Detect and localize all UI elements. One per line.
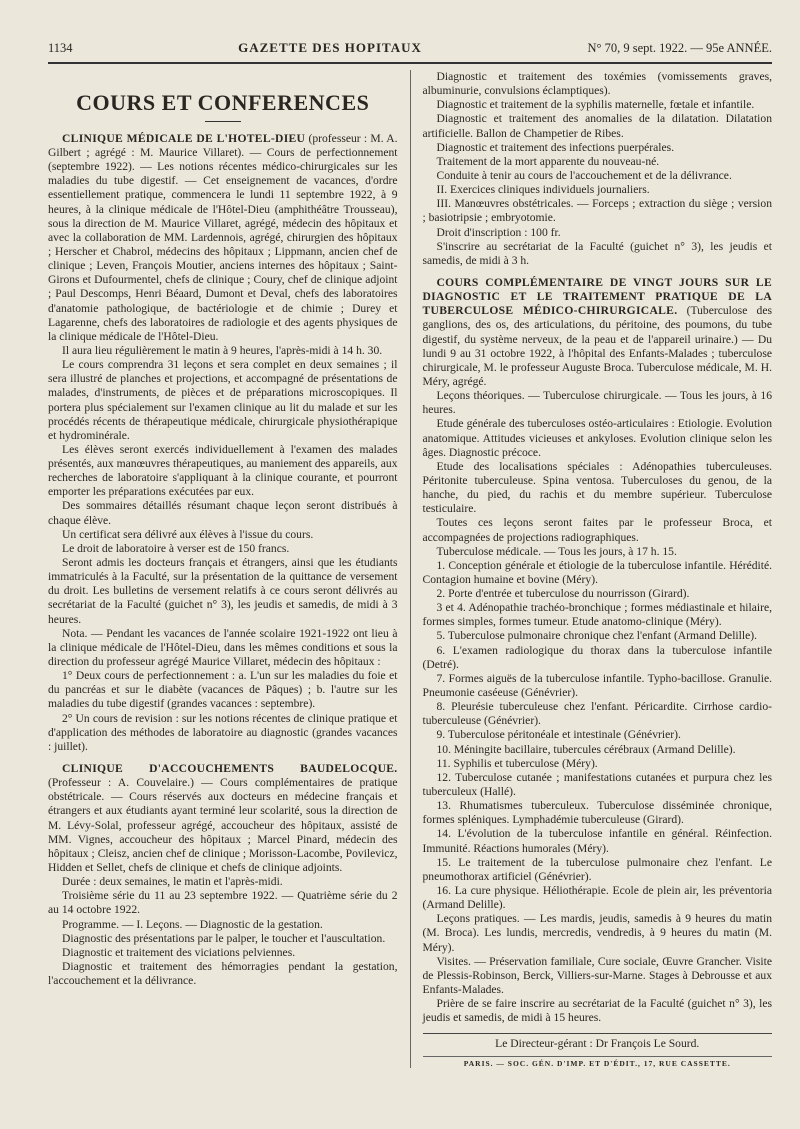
- paragraph: [48, 946, 398, 960]
- paragraph-text: (Professeur : A. Couvelaire.) — Cours complémentaires de pratique obstétricale. — Cours réservés aux docteurs en médecine français et étrangers et aux étudiants ayant terminé leur scolarité, sous la direction de M. Lévy-Solal, professeur agrégé, accoucheur des hôpitaux, assisté de MM. Vignes, accoucheur des hôpitaux ; Marcel Pinard, médecin des hôpitaux ; Cleisz, ancien chef de clinique ; Morisson-Lacombe, Povilevicz, Hidden et Sellet, chefs de clinique et chefs de clinique adjoints.: [48, 776, 398, 874]
- paragraph-text: Il aura lieu régulièrement le matin à 9 heures, l'après-midi à 14 h. 30.: [62, 343, 383, 357]
- paragraph-text: Diagnostic et traitement des hémorragies pendant la gestation, l'accouchement et la délivrance.: [48, 959, 398, 988]
- paragraph: [423, 644, 773, 672]
- paragraph-text: 5. Tuberculose pulmonaire chronique chez l'enfant (Armand Delille).: [436, 629, 757, 643]
- paragraph: [48, 762, 398, 875]
- director-line: Le Directeur-gérant : Dr François Le Sourd.: [423, 1033, 773, 1051]
- paragraph: [423, 70, 773, 98]
- paragraph: [48, 542, 398, 556]
- paragraph: [48, 669, 398, 711]
- paragraph-text: Programme. — I. Leçons. — Diagnostic de la gestation.: [62, 917, 323, 931]
- paragraph: [48, 443, 398, 500]
- paragraph-text: 15. Le traitement de la tuberculose pulmonaire chez l'enfant. Le pneumothorax artificiel (Génévrier).: [422, 855, 772, 883]
- paragraph: [423, 601, 773, 629]
- paragraph-text: Diagnostic et traitement des infections puerpérales.: [436, 140, 675, 154]
- section-gap: [423, 268, 773, 276]
- right-body: [423, 70, 773, 1025]
- paragraph: [423, 771, 773, 799]
- paragraph: [423, 197, 773, 225]
- paragraph-text: Traitement de la mort apparente du nouveau-né.: [436, 154, 660, 168]
- paragraph-text: S'inscrire au secrétariat de la Faculté (guichet n° 3), les jeudis et samedis, de midi à 3 h.: [422, 239, 772, 267]
- paragraph-text: 1. Conception générale et étiologie de la tuberculose infantile. Hérédité. Contagion humaine et bovine (Méry).: [422, 558, 772, 586]
- paragraph: [48, 556, 398, 627]
- paragraph: [48, 960, 398, 988]
- paragraph: [423, 912, 773, 954]
- paragraph: [423, 183, 773, 197]
- paragraph: [423, 757, 773, 771]
- paragraph: [423, 997, 773, 1025]
- paragraph: [48, 499, 398, 527]
- paragraph-text: Diagnostic et traitement des anomalies de la dilatation. Dilatation artificielle. Ballon de Champetier de Ribes.: [422, 112, 772, 140]
- paragraph: [423, 169, 773, 183]
- paragraph: [48, 712, 398, 754]
- paragraph: [423, 856, 773, 884]
- paragraph-text: 9. Tuberculose péritonéale et intestinale (Génévrier).: [436, 728, 681, 742]
- paragraph: [423, 545, 773, 559]
- paragraph-text: Un certificat sera délivré aux élèves à l'issue du cours.: [62, 527, 314, 541]
- paragraph-text: Conduite à tenir au cours de l'accouchement et de la délivrance.: [436, 168, 732, 182]
- paragraph: [423, 417, 773, 459]
- paragraph: [423, 516, 773, 544]
- paragraph: [423, 112, 773, 140]
- paragraph-text: Leçons pratiques. — Les mardis, jeudis, samedis à 9 heures du matin (M. Broca). Les lundis, mercredis, vendredis, à 9 heures du matin (M. Méry).: [422, 912, 772, 954]
- paragraph: [423, 141, 773, 155]
- paragraph-text: III. Manœuvres obstétricales. — Forceps ; extraction du siège ; version ; basiotripsie ; embryotomie.: [422, 197, 772, 225]
- section-lead: CLINIQUE MÉDICALE DE L'HOTEL-DIEU: [62, 131, 306, 145]
- paragraph: [423, 799, 773, 827]
- paragraph: [423, 276, 773, 389]
- paragraph: [423, 700, 773, 728]
- paragraph-text: Diagnostic et traitement des viciations pelviennes.: [62, 945, 296, 959]
- paragraph: [48, 344, 398, 358]
- section-lead: CLINIQUE D'ACCOUCHEMENTS BAUDELOCQUE.: [62, 762, 398, 776]
- paragraph-text: Etude des localisations spéciales : Adénopathies tuberculeuses. Péritonite tuberculeuse. Spina ventosa. Tuberculoses du genou, de la hanche, du pied, du rachis et du membre supérieur. Tuberculose testiculaire.: [422, 459, 772, 516]
- paragraph: [423, 587, 773, 601]
- paragraph-text: Diagnostic et traitement des toxémies (vomissements graves, albuminurie, convulsions éclamptiques).: [422, 70, 772, 98]
- right-column: [423, 70, 773, 1068]
- paragraph-text: Les élèves seront exercés individuellement à l'examen des malades présentés, aux manœuvres thérapeutiques, au maniement des appareils, aux recherches de laboratoire s'appliquant à la clinique courante, et pourront emporter les préparations exécutées par eux.: [48, 442, 398, 499]
- paragraph-text: 14. L'évolution de la tuberculose infantile en général. Réinfection. Immunité. Réactions humorales (Méry).: [422, 827, 772, 855]
- paragraph: [48, 358, 398, 443]
- paragraph-text: Toutes ces leçons seront faites par le professeur Broca, et accompagnées de projections radiographiques.: [422, 516, 772, 544]
- paragraph: [48, 918, 398, 932]
- article-columns: [48, 70, 772, 1068]
- paragraph-text: Durée : deux semaines, le matin et l'après-midi.: [62, 875, 283, 889]
- paragraph-text: II. Exercices cliniques individuels journaliers.: [436, 183, 650, 197]
- paragraph-text: 11. Syphilis et tuberculose (Méry).: [436, 756, 598, 770]
- paragraph: [48, 528, 398, 542]
- paragraph: [423, 559, 773, 587]
- paragraph: [48, 875, 398, 889]
- paragraph-text: Diagnostic des présentations par le palper, le toucher et l'auscultation.: [62, 931, 386, 945]
- paragraph-text: Troisième série du 11 au 23 septembre 1922. — Quatrième série du 2 au 14 octobre 1922.: [48, 889, 398, 917]
- paragraph-text: Diagnostic et traitement de la syphilis maternelle, fœtale et infantile.: [436, 98, 755, 112]
- paragraph: [423, 389, 773, 417]
- paragraph-text: Des sommaires détaillés résumant chaque leçon seront distribués à chaque élève.: [48, 499, 398, 527]
- paragraph-text: Prière de se faire inscrire au secrétariat de la Faculté (guichet n° 3), les jeudis et samedis, de midi à 15 heures.: [422, 997, 772, 1025]
- paragraph-text: 12. Tuberculose cutanée ; manifestations cutanées et purpura chez les tuberculeux (Hallé).: [422, 770, 772, 799]
- paragraph: [48, 627, 398, 669]
- page-number: 1134: [48, 41, 73, 55]
- paragraph-text: Etude générale des tuberculoses ostéo-articulaires : Etiologie. Evolution anatomique. Attitudes vicieuses et ankyloses. Evolution clinique selon les âges. Diagnostic précoce.: [422, 417, 772, 459]
- paragraph: [423, 460, 773, 517]
- paragraph: [423, 728, 773, 742]
- paragraph-text: 8. Pleurésie tuberculeuse chez l'enfant. Péricardite. Cirrhose cardio-tuberculeuse (Génévrier).: [422, 700, 772, 728]
- paragraph: [423, 240, 773, 268]
- paragraph-text: (Tuberculose des ganglions, des os, des articulations, du péritoine, des poumons, du tube digestif, du système nerveux, de la peau et de l'appareil urinaire.) — Du lundi 9 au 31 octobre 1922, à l'hôpital des Enfants-Malades ; tuberculose chirurgicale, M. le professeur Auguste Broca. Tuberculose médicale, M. H. Méry, agrégé.: [422, 304, 772, 388]
- paragraph-text: 2. Porte d'entrée et tuberculose du nourrisson (Girard).: [436, 587, 690, 601]
- paragraph: [423, 155, 773, 169]
- issue-info: N° 70, 9 sept. 1922. — 95e ANNÉE.: [587, 41, 772, 55]
- paragraph: [48, 132, 398, 344]
- paragraph: [423, 98, 773, 112]
- paragraph-text: 2° Un cours de revision : sur les notions récentes de clinique pratique et d'application des méthodes de laboratoire au diagnostic (grandes vacances : juillet).: [48, 711, 398, 753]
- section-lead: COURS COMPLÉMENTAIRE DE VINGT JOURS SUR LE DIAGNOSTIC ET LE TRAITEMENT PRATIQUE DE LA TUBERCULOSE MÉDICO-CHIRURGICALE.: [422, 275, 772, 318]
- paragraph-text: Tuberculose médicale. — Tous les jours, à 17 h. 15.: [436, 544, 677, 558]
- paragraph-text: 13. Rhumatismes tuberculeux. Tuberculose disséminée chronique, formes spléniques. Lymphadémie tuberculeuse (Girard).: [422, 799, 772, 827]
- imprint-line: PARIS. — SOC. GÉN. D'IMP. ET D'ÉDIT., 17, RUE CASSETTE.: [423, 1056, 773, 1068]
- paragraph-text: Visites. — Préservation familiale, Cure sociale, Œuvre Grancher. Visite de Plessis-Robinson, Berck, Villiers-sur-Marne. Stages à Debrousse et aux Enfants-Malades.: [422, 954, 772, 996]
- paragraph-text: 10. Méningite bacillaire, tubercules cérébraux (Armand Delille).: [436, 742, 736, 756]
- paragraph: [423, 743, 773, 757]
- paragraph-text: Droit d'inscription : 100 fr.: [436, 225, 561, 239]
- paragraph-text: 6. L'examen radiologique du thorax dans la tuberculose infantile (Detré).: [422, 643, 772, 671]
- paragraph: [423, 955, 773, 997]
- paragraph-text: Le cours comprendra 31 leçons et sera complet en deux semaines ; il sera illustré de planches et projections, et accompagné de présentations de malades, d'instruments, de pièces et de préparations microscopiques. Il portera plus spécialement sur l'examen clinique au lit du malade et sur les procédés récents de thérapeutique médicale, chirurgicale physiothérapique et hydrominérale.: [48, 358, 398, 442]
- page-header: [48, 40, 772, 64]
- paragraph: [423, 827, 773, 855]
- paragraph: [423, 884, 773, 912]
- journal-title: GAZETTE DES HOPITAUX: [238, 40, 422, 55]
- paragraph-text: 16. La cure physique. Héliothérapie. Ecole de plein air, les préventoria (Armand Delille).: [422, 884, 772, 912]
- paragraph-text: Nota. — Pendant les vacances de l'année scolaire 1921-1922 ont lieu à la clinique médicale de l'Hôtel-Dieu, dans les mêmes conditions et sous la direction du professeur agrégé Maurice Villaret, médecin des hôpitaux :: [48, 626, 398, 669]
- left-column: [48, 70, 411, 1068]
- paragraph-text: (professeur : M. A. Gilbert ; agrégé : M. Maurice Villaret). — Cours de perfectionnement (septembre 1922). — Les notions récentes médico-chirurgicales sur les maladies du tube digestif. — Cet enseignement de vacances, d'ordre essentiellement pratique, commencera le lundi 11 septembre 1922, à 9 heures, à la clinique médicale de l'Hôtel-Dieu (amphithéâtre Trousseau), sous la direction de M. Maurice Villaret, agrégé, médecin des hôpitaux et avec la collaboration de MM. Lardennois, agrégé, chirurgien des hôpitaux ; Herscher et Chabrol, médecins des hôpitaux ; Lippmann, ancien chef de clinique ; Leven, François Moutier, anciens internes des hôpitaux ; Saint-Girons et Dufourmentel, chefs de clinique ; Coury, chef de clinique adjoint ; Paul Descomps, Henri Béaard, Dumont et Deval, chefs des laboratoires d'anatomie pathologique, de bactériologie et de chimie ; Durey et Lagarenne, chefs des laboratoires de radiologie et des agents physiques de la clinique médicale de l'Hôtel-Dieu.: [48, 131, 398, 343]
- paragraph-text: Leçons théoriques. — Tuberculose chirurgicale. — Tous les jours, à 16 heures.: [422, 389, 772, 417]
- paragraph: [423, 226, 773, 240]
- paragraph-text: Seront admis les docteurs français et étrangers, ainsi que les étudiants immatriculés à la Faculté, sur la présentation de la quittance de versement du droit. Les bulletins de versement relatifs à ce cours seront délivrés au secrétariat de la Faculté (guichet n° 3), les jeudis et samedis, de midi à 3 heures.: [48, 556, 398, 626]
- title-rule: [205, 121, 241, 122]
- paragraph: [423, 672, 773, 700]
- paragraph: [48, 932, 398, 946]
- section-title: COURS ET CONFERENCES: [76, 90, 370, 115]
- paragraph-text: 1° Deux cours de perfectionnement : a. L'un sur les maladies du foie et du pancréas et sur le diabète (vacances de Pâques) ; b. l'autre sur les maladies du tube digestif (grandes vacances : septembre).: [48, 669, 398, 711]
- section-gap: [48, 754, 398, 762]
- paragraph-text: 3 et 4. Adénopathie trachéo-bronchique ; formes médiastinale et hilaire, formes simples, formes tumeur. Etude anatomo-clinique (Méry).: [422, 601, 772, 629]
- paragraph: [48, 889, 398, 917]
- paragraph: [423, 629, 773, 643]
- paragraph-text: 7. Formes aiguës de la tuberculose infantile. Typho-bacillose. Granulie. Pneumonie caséeuse (Génévrier).: [422, 671, 772, 700]
- paragraph-text: Le droit de laboratoire à verser est de 150 francs.: [62, 541, 290, 555]
